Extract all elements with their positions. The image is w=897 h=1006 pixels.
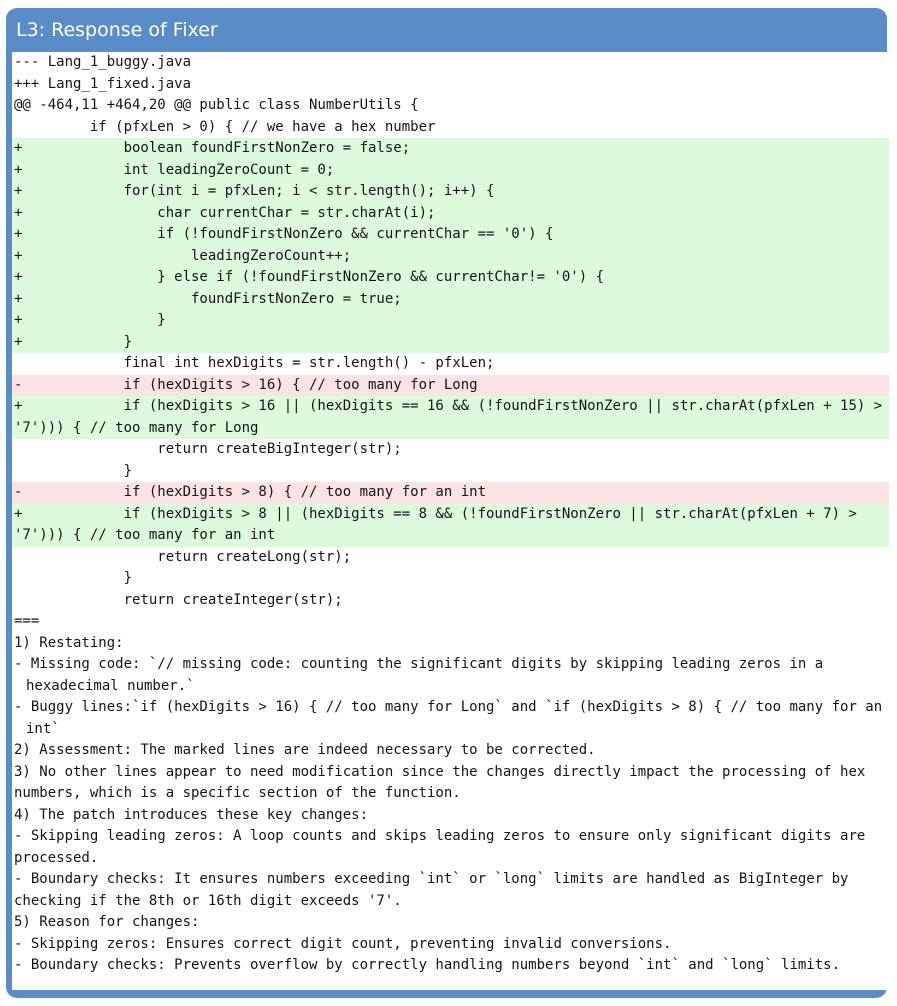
diff-line-header: --- Lang_1_buggy.java [14, 54, 192, 70]
diff-line-context: } [14, 462, 133, 479]
diff-line-context: return createLong(str); [14, 548, 352, 565]
diff-line-context: if (pfxLen > 0) { // we have a hex number [14, 118, 436, 135]
diff-line-context: } [14, 570, 133, 586]
diff-line-add: + int leadingZeroCount = 0; [12, 160, 889, 182]
diff-line-del: - if (hexDigits > 8) { // too many for an int [12, 482, 889, 504]
boundary-checks-note: - Boundary checks: It ensures numbers exceeding `int` or `long` limits are handled as BigInteger by checking if the 8th or 16th digit exceeds '7'. [14, 871, 857, 909]
response-panel [6, 8, 891, 998]
reason-skipping-zeros: - Skipping zeros: Ensures correct digit count, preventing invalid conversions. [14, 935, 672, 952]
diff-line-add: + if (hexDigits > 16 || (hexDigits == 16 && (!foundFirstNonZero || str.charAt(pfxLen + 15) > '7'))) { // too many for Long [12, 396, 889, 439]
reason-boundary-checks: - Boundary checks: Prevents overflow by correctly handling numbers beyond `int` and `long` limits. [14, 957, 841, 973]
separator: === [14, 613, 40, 629]
assessment-note: 2) Assessment: The marked lines are indeed necessary to be corrected. [14, 742, 596, 758]
restating-heading: 1) Restating: [14, 634, 124, 651]
diff-line-hunk: @@ -464,11 +464,20 @@ public class NumberUtils { [14, 97, 419, 113]
diff-line-add: + } else if (!foundFirstNonZero && currentChar!= '0') { [12, 267, 889, 289]
diff-line-context: final int hexDigits = str.length() - pfxLen; [14, 355, 495, 371]
panel-title: L3: Response of Fixer [16, 19, 218, 41]
code-diff [12, 52, 889, 611]
diff-line-add: + if (hexDigits > 8 || (hexDigits == 8 && (!foundFirstNonZero || str.charAt(pfxLen + 7) > '7'))) { // too many for an int [12, 504, 889, 547]
missing-code-note: - Missing code: `// missing code: counting the significant digits by skipping leading zeros in a hexadecimal number.` [14, 656, 832, 694]
patch-intro: 4) The patch introduces these key changes: [14, 806, 369, 823]
diff-line-add: + leadingZeroCount++; [12, 246, 889, 268]
skipping-leading-zeros-note: - Skipping leading zeros: A loop counts and skips leading zeros to ensure only significant digits are processed. [14, 828, 874, 866]
diff-line-add: + } [12, 332, 889, 354]
diff-line-del: - if (hexDigits > 16) { // too many for Long [12, 375, 889, 397]
diff-line-context: return createBigInteger(str); [14, 441, 402, 457]
diff-line-add: + if (!foundFirstNonZero && currentChar == '0') { [12, 224, 889, 246]
diff-line-add: + for(int i = pfxLen; i < str.length(); i++) { [12, 181, 889, 203]
analysis-notes [12, 633, 889, 977]
response-content [12, 52, 889, 990]
buggy-lines-note: - Buggy lines:`if (hexDigits > 16) { // too many for Long` and `if (hexDigits > 8) { // too many for an int` [14, 699, 891, 737]
diff-line-header: +++ Lang_1_fixed.java [14, 75, 192, 92]
reason-heading: 5) Reason for changes: [14, 914, 200, 930]
diff-line-add: + } [12, 310, 889, 332]
diff-line-add: + foundFirstNonZero = true; [12, 289, 889, 311]
diff-line-context: return createInteger(str); [14, 591, 343, 608]
no-other-lines-note: 3) No other lines appear to need modification since the changes directly impact the processing of hex numbers, which is a specific section of the function. [14, 763, 874, 801]
diff-line-add: + char currentChar = str.charAt(i); [12, 203, 889, 225]
diff-line-add: + boolean foundFirstNonZero = false; [12, 138, 889, 160]
